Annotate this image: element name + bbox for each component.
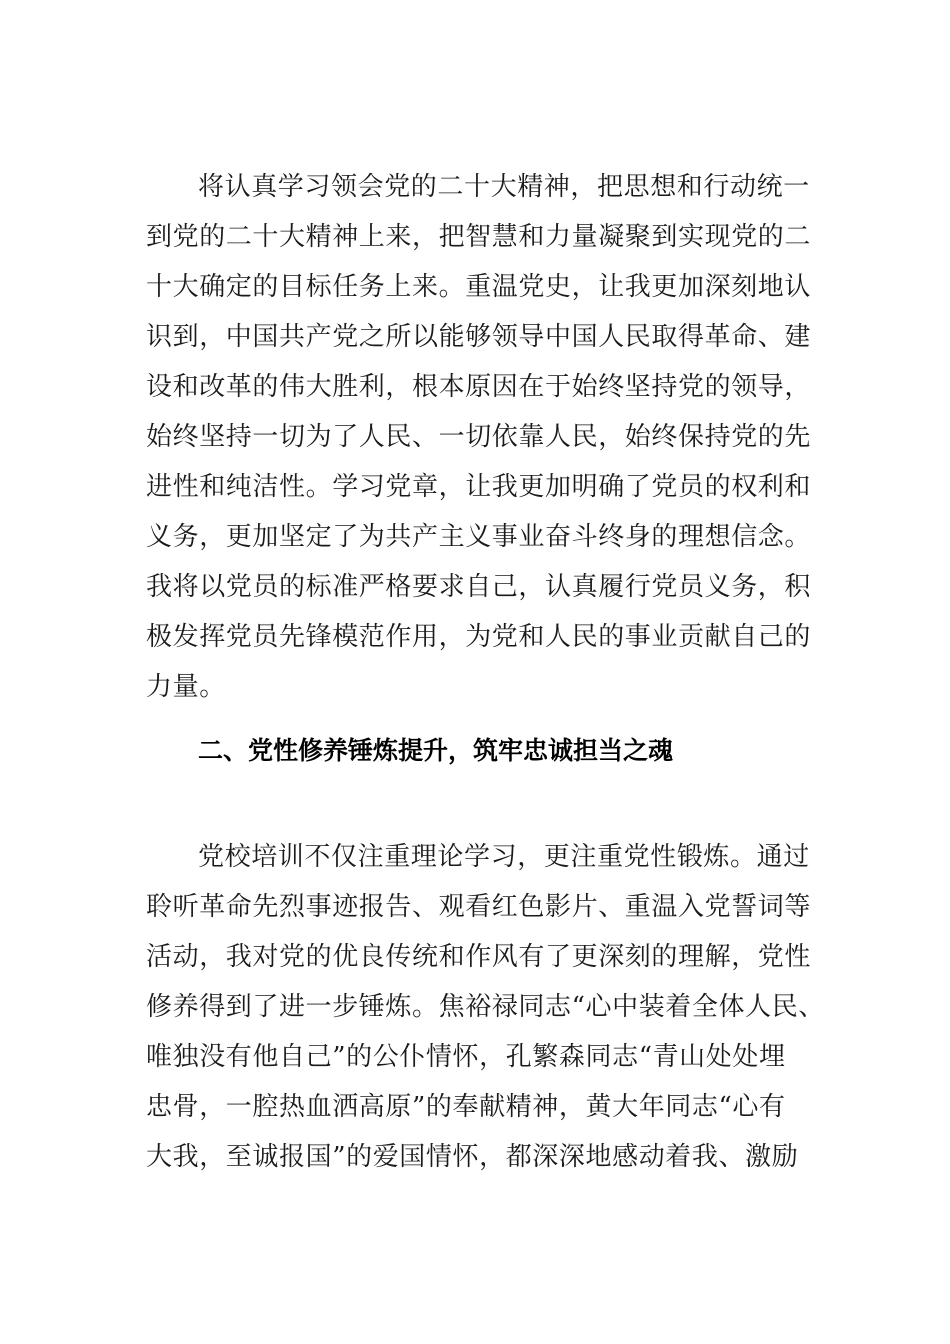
paragraph-1-line: 十大确定的目标任务上来。重温党史，让我更加深刻地认 bbox=[146, 272, 812, 302]
paragraph-1-line: 设和改革的伟大胜利，根本原因在于始终坚持党的领导， bbox=[146, 372, 812, 402]
paragraph-1-line: 我将以党员的标准严格要求自己，认真履行党员义务，积 bbox=[146, 572, 812, 602]
paragraph-1-line: 进性和纯洁性。学习党章，让我更加明确了党员的权利和 bbox=[146, 472, 812, 502]
section-heading: 二、党性修养锤炼提升，筑牢忠诚担当之魂 bbox=[198, 736, 674, 765]
paragraph-1-line: 义务，更加坚定了为共产主义事业奋斗终身的理想信念。 bbox=[146, 522, 812, 552]
paragraph-2-line: 党校培训不仅注重理论学习，更注重党性锻炼。通过 bbox=[198, 842, 810, 872]
paragraph-1-line: 到党的二十大精神上来，把智慧和力量凝聚到实现党的二 bbox=[146, 222, 812, 252]
paragraph-2-line: 修养得到了进一步锤炼。焦裕禄同志“心中装着全体人民、 bbox=[146, 992, 825, 1022]
paragraph-1-line: 力量。 bbox=[146, 672, 226, 702]
paragraph-2 bbox=[146, 832, 825, 1182]
paragraph-1-line: 始终坚持一切为了人民、一切依靠人民，始终保持党的先 bbox=[146, 422, 812, 452]
paragraph-1-line: 识到，中国共产党之所以能够领导中国人民取得革命、建 bbox=[146, 322, 812, 352]
paragraph-1-line: 极发挥党员先锋模范作用，为党和人民的事业贡献自己的 bbox=[146, 622, 812, 652]
paragraph-2-line: 唯独没有他自己”的公仆情怀，孔繁森同志“青山处处埋 bbox=[146, 1042, 786, 1072]
paragraph-2-line: 大我，至诚报国”的爱国情怀，都深深地感动着我、激励 bbox=[146, 1142, 799, 1172]
paragraph-1 bbox=[146, 162, 812, 712]
paragraph-2-line: 忠骨，一腔热血洒高原”的奉献精神，黄大年同志“心有 bbox=[146, 1092, 786, 1122]
paragraph-2-line: 聆听革命先烈事迹报告、观看红色影片、重温入党誓词等 bbox=[146, 892, 812, 922]
paragraph-2-line: 活动，我对党的优良传统和作风有了更深刻的理解，党性 bbox=[146, 942, 812, 972]
paragraph-1-line: 将认真学习领会党的二十大精神，把思想和行动统一 bbox=[198, 172, 810, 202]
